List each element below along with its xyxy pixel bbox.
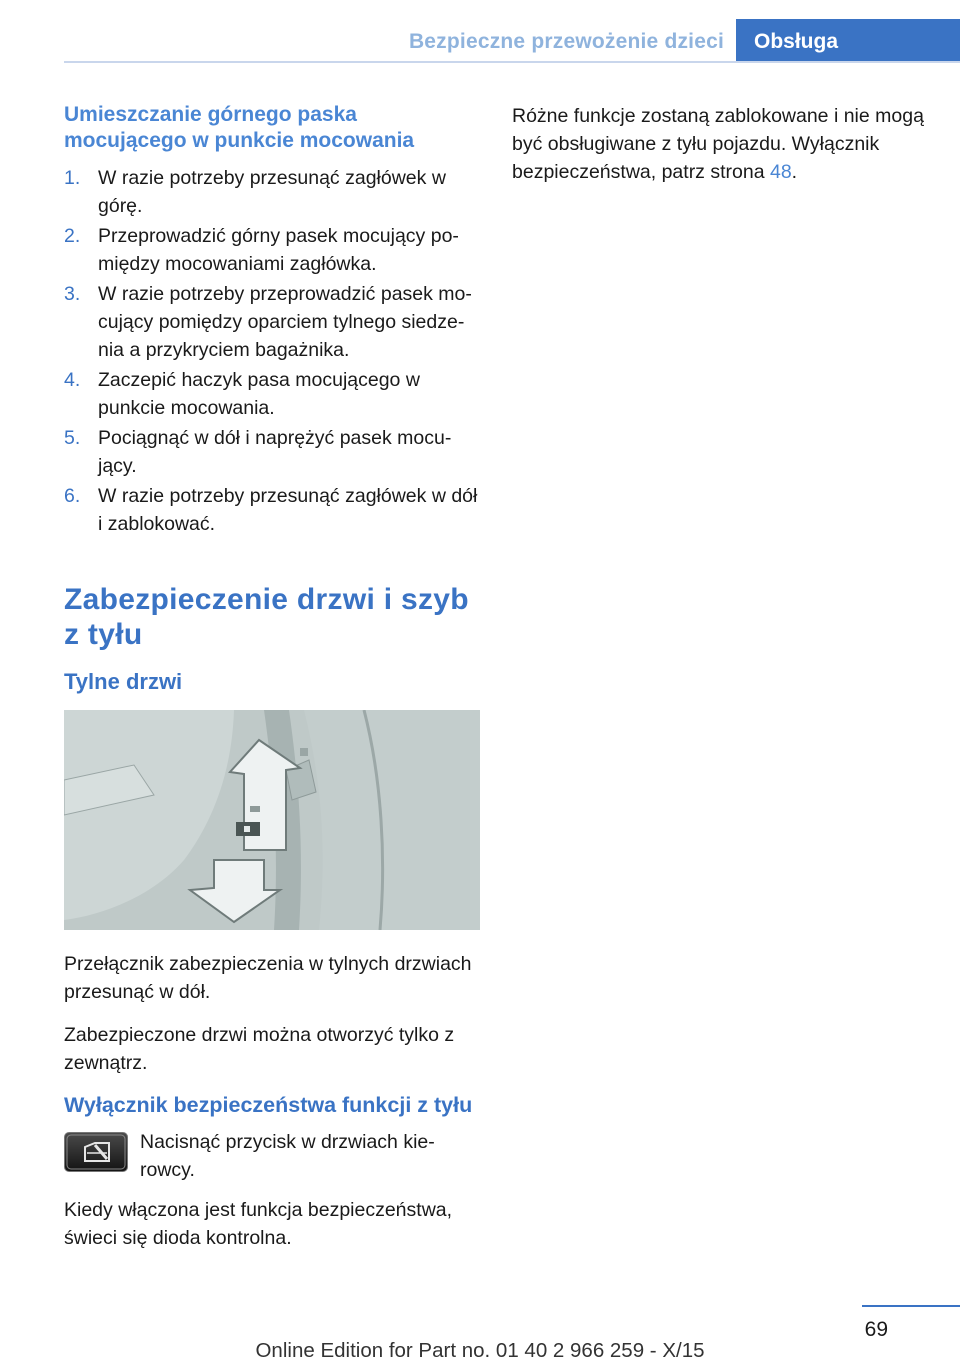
step-text: Zaczepić haczyk pasa mocującego w punkcie mocowania.	[98, 369, 420, 419]
heading-anchor-mounting: Umieszczanie górnego paska mocującego w punkcie mocowania	[64, 103, 415, 152]
list-item	[64, 482, 480, 538]
list-item	[64, 424, 480, 480]
mounting-steps-list	[64, 164, 480, 538]
header-section-title: Bezpieczne przewożenie dzieci	[408, 30, 724, 53]
heading-door-window-lock: Zabezpieczenie drzwi i szyb z tyłu	[64, 583, 469, 651]
step-number: 1.	[64, 167, 81, 189]
paragraph-switch-down: Przełącznik zabezpieczenia w tylnych drzwiach przesunąć w dół.	[64, 953, 472, 1003]
list-item	[64, 164, 480, 220]
step-text: Przeprowadzić górny pasek mocujący pomiędzy mocowaniami zagłówka.	[98, 225, 459, 275]
heading-rear-doors: Tylne drzwi	[64, 669, 183, 694]
list-item	[64, 366, 480, 422]
window-lock-icon	[64, 1132, 128, 1172]
footer-edition: Online Edition for Part no. 01 40 2 966 259 - X/15	[255, 1339, 705, 1362]
heading-rear-safety-switch: Wyłącznik bezpieczeństwa funkcji z tyłu	[64, 1093, 473, 1117]
page-number: 69	[864, 1318, 888, 1341]
header-rule	[64, 61, 960, 63]
step-text: Pociągnąć w dół i naprężyć pasek mocujący.	[98, 427, 452, 477]
page-reference-link[interactable]: 48	[769, 161, 792, 183]
safety-switch-row	[64, 1128, 480, 1184]
step-number: 3.	[64, 283, 81, 305]
step-number: 2.	[64, 225, 81, 247]
paragraph-press-button: Nacisnąć przycisk w drzwiach kierowcy.	[140, 1131, 435, 1181]
step-number: 5.	[64, 427, 81, 449]
step-number: 4.	[64, 369, 81, 391]
list-item	[64, 280, 480, 364]
paragraph-open-outside: Zabezpieczone drzwi można otworzyć tylko z zewnątrz.	[64, 1024, 455, 1074]
right-column	[512, 102, 932, 201]
step-number: 6.	[64, 485, 81, 507]
paragraph-functions-locked	[512, 102, 932, 186]
list-item	[64, 222, 480, 278]
step-text: W razie potrzeby przesunąć zagłówek w górę.	[98, 167, 446, 217]
step-text: W razie potrzeby przeprowadzić pasek mocujący pomiędzy oparciem tylnego siedzenia a przykryciem bagażnika.	[98, 283, 472, 361]
left-column	[64, 102, 480, 1267]
functions-locked-text: Różne funkcje zostaną zablokowane i nie mogą być obsługiwane z tyłu pojazdu. Wyłącznik bezpieczeństwa, patrz strona	[512, 105, 924, 183]
paragraph-indicator-lamp: Kiedy włączona jest funkcja bezpieczeństwa, świeci się dioda kontrolna.	[64, 1199, 453, 1249]
sentence-period: .	[791, 161, 798, 183]
rear-door-lock-illustration	[64, 710, 480, 930]
page-number-rule	[862, 1305, 960, 1307]
header-chapter-tab[interactable]: Obsługa	[736, 19, 960, 63]
step-text: W razie potrzeby przesunąć zagłówek w dół i zablokować.	[98, 485, 478, 535]
door-illustration-svg	[64, 710, 480, 930]
